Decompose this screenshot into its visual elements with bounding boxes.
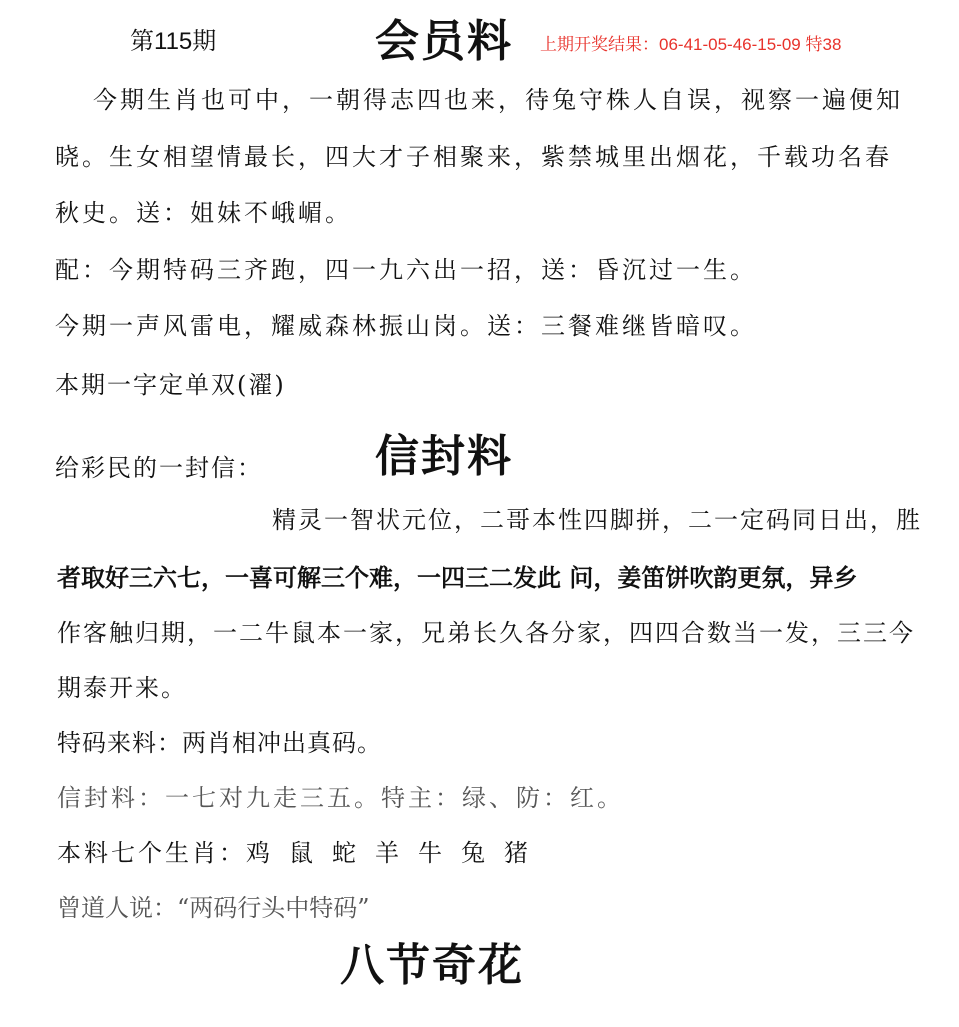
last-result [540, 34, 841, 56]
zodiac-item: 牛 [418, 839, 445, 867]
last-result-numbers: 06-41-05-46-15-09 [659, 35, 801, 54]
zodiac-item: 鼠 [289, 839, 316, 867]
member-line: 今期生肖也可中，一朝得志四也来，待兔守株人自误，视察一遍便知 [93, 86, 903, 114]
zodiac-label: 本料七个生肖： [57, 839, 246, 867]
letter-line: 者取好三六七，一喜可解三个难，一四三二发此 问，姜笛饼吹韵更氛，异乡 [57, 563, 858, 592]
member-line: 配：今期特码三齐跑，四一九六出一招，送：昏沉过一生。 [55, 256, 757, 284]
last-result-special: 特38 [805, 35, 842, 54]
letter-intro: 给彩民的一封信： [55, 454, 263, 482]
zodiac-item: 鸡 [246, 839, 273, 867]
member-line: 秋史。送：姐妹不峨嵋。 [55, 199, 352, 227]
letter-line: 精灵一智状元位，二哥本性四脚拼，二一定码同日出，胜 [272, 506, 922, 534]
special-hint: 特码来料：两肖相冲出真码。 [57, 729, 382, 757]
footer-title: 八节奇花 [340, 941, 524, 990]
zodiac-item: 羊 [375, 839, 402, 867]
member-line: 本期一字定单双(濯) [55, 371, 286, 399]
zodiac-list [57, 836, 547, 870]
zodiac-item: 猪 [504, 839, 531, 867]
quote-line: 曾道人说：“两码行头中特码” [57, 894, 370, 922]
letter-line: 作客触归期，一二牛鼠本一家，兄弟长久各分家，四四合数当一发，三三今 [57, 619, 915, 647]
member-line: 今期一声风雷电，耀威森林振山岗。送：三餐难继皆暗叹。 [55, 312, 757, 340]
member-line: 晓。生女相望情最长，四大才子相聚来，紫禁城里出烟花，千载功名春 [55, 143, 892, 171]
zodiac-item: 蛇 [332, 839, 359, 867]
envelope-tip: 信封料：一七对九走三五。特主：绿、防：红。 [57, 784, 624, 812]
letter-title: 信封料 [375, 432, 513, 481]
letter-line: 期泰开来。 [57, 674, 187, 702]
last-result-label: 上期开奖结果： [540, 35, 659, 54]
page-title: 会员料 [375, 17, 513, 66]
zodiac-item: 兔 [461, 839, 488, 867]
issue-number: 第115期 [130, 28, 217, 55]
